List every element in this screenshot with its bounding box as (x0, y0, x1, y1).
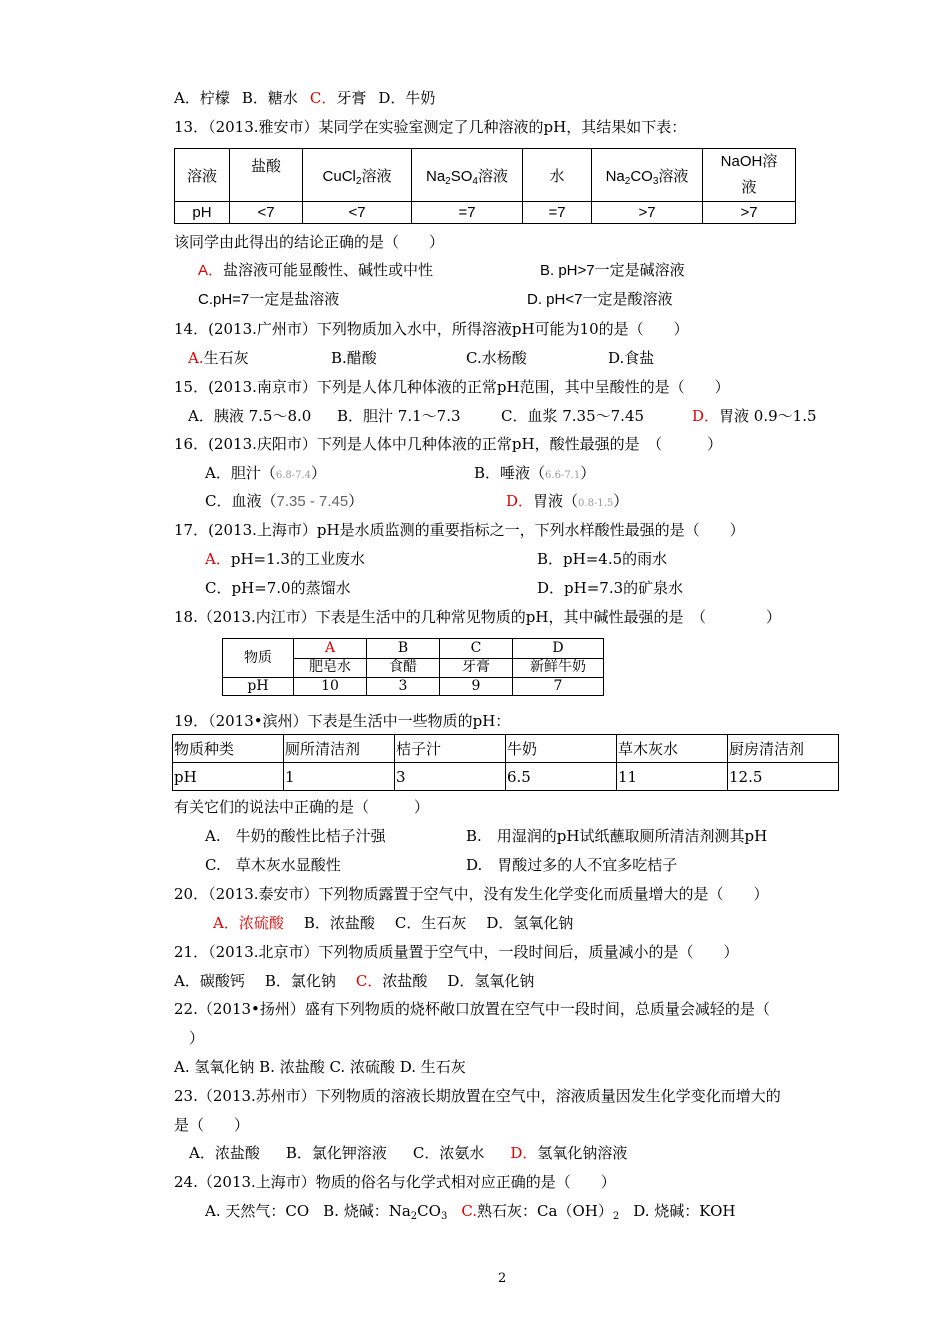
q13-cell: >7 (592, 202, 703, 224)
q22-options: A. 氢氧化钠 B. 浓盐酸 C. 浓硫酸 D. 生石灰 (174, 1058, 466, 1076)
q15-option-a: A．胰液 7.5～8.0 (188, 407, 312, 425)
q19-header-cell: 草木灰水 (617, 735, 728, 763)
q18-ph: 10 (294, 678, 367, 696)
q13-question: 该同学由此得出的结论正确的是（ ） (174, 233, 445, 251)
q19-table (172, 734, 839, 791)
q19-cell: 6.5 (506, 763, 617, 791)
q19-option-b: B. 用湿润的pH试纸蘸取厕所清洁剂测其pH (466, 827, 768, 845)
q16-option-d: D．胃液（0.8-1.5） (506, 492, 629, 510)
q22-stem: 22.（2013•扬州）盛有下列物质的烧杯敞口放置在空气中一段时间，总质量会减轻的是（ (174, 1000, 770, 1018)
q13-cell: 水 (523, 149, 592, 202)
q14-option-d: D.食盐 (608, 349, 655, 367)
q14-option-c: C.水杨酸 (466, 349, 527, 367)
q19-header-cell: 厕所清洁剂 (284, 735, 395, 763)
q20-options: A．浓硫酸 B．浓盐酸 C．生石灰 D．氢氧化钠 (213, 914, 574, 932)
q16-option-b: B．唾液（6.6-7.1） (474, 464, 596, 482)
q18-ph: 7 (513, 678, 604, 696)
q24-stem: 24.（2013.上海市）物质的俗名与化学式相对应正确的是（ ） (174, 1173, 616, 1191)
q19-option-d: D. 胃酸过多的人不宜多吃桔子 (466, 856, 678, 874)
page-number: 2 (498, 1271, 507, 1286)
q18-ph: 3 (367, 678, 440, 696)
q21-stem: 21．（2013.北京市）下列物质质量置于空气中，一段时间后，质量减小的是（ ） (174, 943, 739, 961)
q18-item: 牙膏 (440, 658, 513, 678)
q14-stem: 14．(2013.广州市）下列物质加入水中，所得溶液pH可能为10的是（ ） (174, 320, 689, 338)
q18-letter: B (367, 639, 440, 659)
q12-option-c-text: 牙膏 (336, 89, 367, 107)
q15-option-b: B．胆汁 7.1～7.3 (337, 407, 461, 425)
q13-cell: =7 (412, 202, 523, 224)
q20-stem: 20．（2013.泰安市）下列物质露置于空气中，没有发生化学变化而质量增大的是（ ） (174, 885, 769, 903)
q13-option-a: A．盐溶液可能显酸性、碱性或中性 (198, 262, 434, 279)
q15-stem: 15．(2013.南京市）下列是人体几种体液的正常pH范围，其中呈酸性的是（ ） (174, 378, 730, 396)
q18-table (222, 638, 604, 696)
q13-cell: 溶液 (175, 149, 230, 202)
q18-letter: D (513, 639, 604, 659)
q13-cell: $Na_2SO_4$溶液 (412, 149, 523, 202)
q18-letter: C (440, 639, 513, 659)
q15-option-c: C．血浆 7.35～7.45 (501, 407, 645, 425)
q18-item: 肥皂水 (294, 658, 367, 678)
q19-cell: 1 (284, 763, 395, 791)
q17-stem: 17．(2013.上海市）pH是水质监测的重要指标之一，下列水样酸性最强的是（ ） (174, 521, 745, 539)
q23-stem: 23.（2013.苏州市）下列物质的溶液长期放置在空气中，溶液质量因发生化学变化而增大的 (174, 1087, 781, 1105)
q19-option-a: A. 牛奶的酸性比桔子汁强 (205, 827, 386, 845)
q14-option-a: A.生石灰 (188, 349, 249, 367)
q12-option-a: A．柠檬 (174, 89, 230, 107)
q12-options (174, 88, 435, 108)
q18-ph: 9 (440, 678, 513, 696)
q19-header-cell: 厨房清洁剂 (728, 735, 839, 763)
q18-item: 新鲜牛奶 (513, 658, 604, 678)
q17-option-b: B．pH=4.5的雨水 (537, 550, 668, 568)
q19-stem: 19．（2013•滨州）下表是生活中一些物质的pH： (174, 712, 511, 730)
q23-options: A．浓盐酸 B．氯化钾溶液 C．浓氨水 D．氢氧化钠溶液 (189, 1144, 628, 1162)
q16-stem: 16．(2013.庆阳市）下列是人体中几种体液的正常pH，酸性最强的是 （ ） (174, 435, 723, 453)
q15-option-d: D．胃液 0.9～1.5 (692, 407, 817, 425)
q13-cell: CuCl$_2$溶液 (303, 149, 412, 202)
q16-option-c: C．血液（7.35 - 7.45） (205, 492, 364, 510)
q13-option-d: D. pH<7一定是酸溶液 (527, 291, 673, 308)
q18-item: 食醋 (367, 658, 440, 678)
q18-header-label: 物质 (223, 639, 294, 678)
q24-options: A. 天然气：CO B. 烧碱：$Na_2CO_3$ C.熟石灰：$Ca(OH)_2$ D. 烧碱：KOH (205, 1202, 736, 1222)
q17-option-d: D．pH=7.3的矿泉水 (537, 579, 684, 597)
q18-ph-label: pH (223, 678, 294, 696)
q13-cell: =7 (523, 202, 592, 224)
q19-question: 有关它们的说法中正确的是（ ） (174, 798, 430, 816)
q23-stem-cont: 是（ ） (174, 1116, 250, 1134)
q19-cell: 11 (617, 763, 728, 791)
q13-option-b: B. pH>7一定是碱溶液 (540, 262, 685, 279)
q17-option-a: A．pH=1.3的工业废水 (205, 550, 365, 568)
q16-option-a: A．胆汁（6.8-7.4） (205, 464, 327, 482)
q13-cell: NaOH溶 液 (703, 149, 796, 202)
q19-header-cell: 牛奶 (506, 735, 617, 763)
q22-stem-cont: ） (189, 1029, 205, 1047)
q13-cell: <7 (303, 202, 412, 224)
q19-header-cell: 物质种类 (173, 735, 284, 763)
q19-cell: 12.5 (728, 763, 839, 791)
q13-cell: $Na_2CO_3$溶液 (592, 149, 703, 202)
q13-cell: pH (175, 202, 230, 224)
q19-cell: pH (173, 763, 284, 791)
q12-option-c-letter: C． (309, 89, 337, 107)
q19-cell: 3 (395, 763, 506, 791)
q14-option-b: B.醋酸 (331, 349, 377, 367)
q18-stem: 18.（2013.内江市）下表是生活中的几种常见物质的pH，其中碱性最强的是 （ ） (174, 608, 781, 626)
q13-cell: 盐酸 (230, 149, 303, 202)
q13-stem: 13．（2013.雅安市）某同学在实验室测定了几种溶液的pH，其结果如下表： (174, 118, 687, 136)
q13-table (174, 148, 796, 224)
q19-option-c: C. 草木灰水显酸性 (205, 856, 341, 874)
q21-options: A．碳酸钙 B．氯化钠 C．浓盐酸 D．氢氧化钠 (174, 972, 535, 990)
q12-option-d: D．牛奶 (378, 89, 436, 107)
q13-cell: >7 (703, 202, 796, 224)
q12-option-b: B．糖水 (241, 89, 298, 107)
q19-header-cell: 桔子汁 (395, 735, 506, 763)
q17-option-c: C．pH=7.0的蒸馏水 (205, 579, 351, 597)
q13-cell: <7 (230, 202, 303, 224)
q13-option-c: C.pH=7一定是盐溶液 (198, 291, 340, 308)
q18-letter: A (294, 639, 367, 659)
